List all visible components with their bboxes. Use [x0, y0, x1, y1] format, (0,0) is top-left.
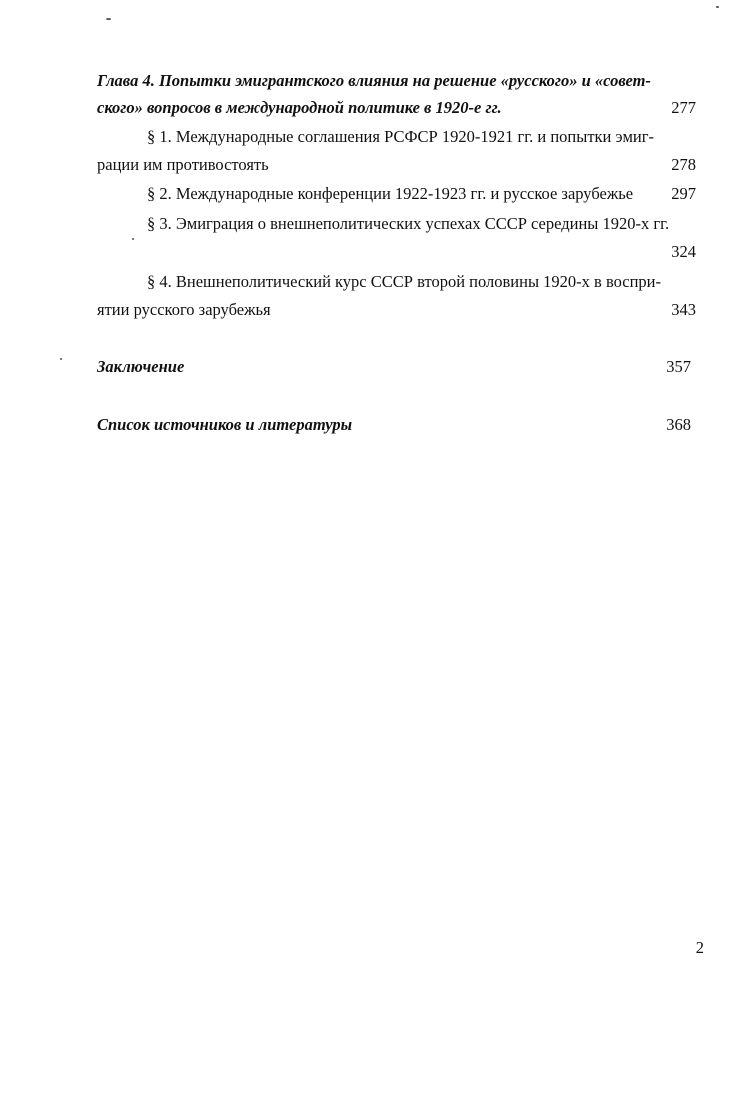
- conclusion-page: 357: [666, 357, 691, 376]
- section-2-title: § 2. Международные конференции 1922-1923 гг. и русское зарубежье: [147, 184, 634, 203]
- page-number: 2: [695, 938, 704, 957]
- sources-title: Список источников и литературы: [97, 415, 353, 434]
- section-1-page: 278: [671, 155, 696, 174]
- section-4-title-line-1: § 4. Внешнеполитический курс СССР второй половины 1920-х в воспри-: [147, 272, 662, 291]
- conclusion-title: Заключение: [97, 357, 185, 376]
- scan-speck: [60, 358, 62, 360]
- chapter-4-title-line-2: ского» вопросов в международной политике в 1920-е гг.: [97, 98, 502, 117]
- section-2-page: 297: [671, 184, 696, 203]
- section-4-page: 343: [671, 300, 696, 319]
- chapter-4-title-line-1: Глава 4. Попытки эмигрантского влияния на решение «русского» и «совет-: [97, 71, 651, 90]
- chapter-4-page: 277: [671, 98, 696, 117]
- section-3-title: § 3. Эмиграция о внешнеполитических успехах СССР середины 1920-х гг.: [147, 214, 670, 233]
- section-1-title-line-2: рации им противостоять: [97, 155, 269, 174]
- section-4-title-line-2: ятии русского зарубежья: [97, 300, 271, 319]
- section-3-page: 324: [671, 242, 696, 261]
- section-1-title-line-1: § 1. Международные соглашения РСФСР 1920-1921 гг. и попытки эмиг-: [147, 127, 654, 146]
- sources-page: 368: [666, 415, 691, 434]
- scan-speck: [106, 18, 111, 20]
- scan-speck: [716, 6, 719, 8]
- scan-speck: [132, 238, 134, 240]
